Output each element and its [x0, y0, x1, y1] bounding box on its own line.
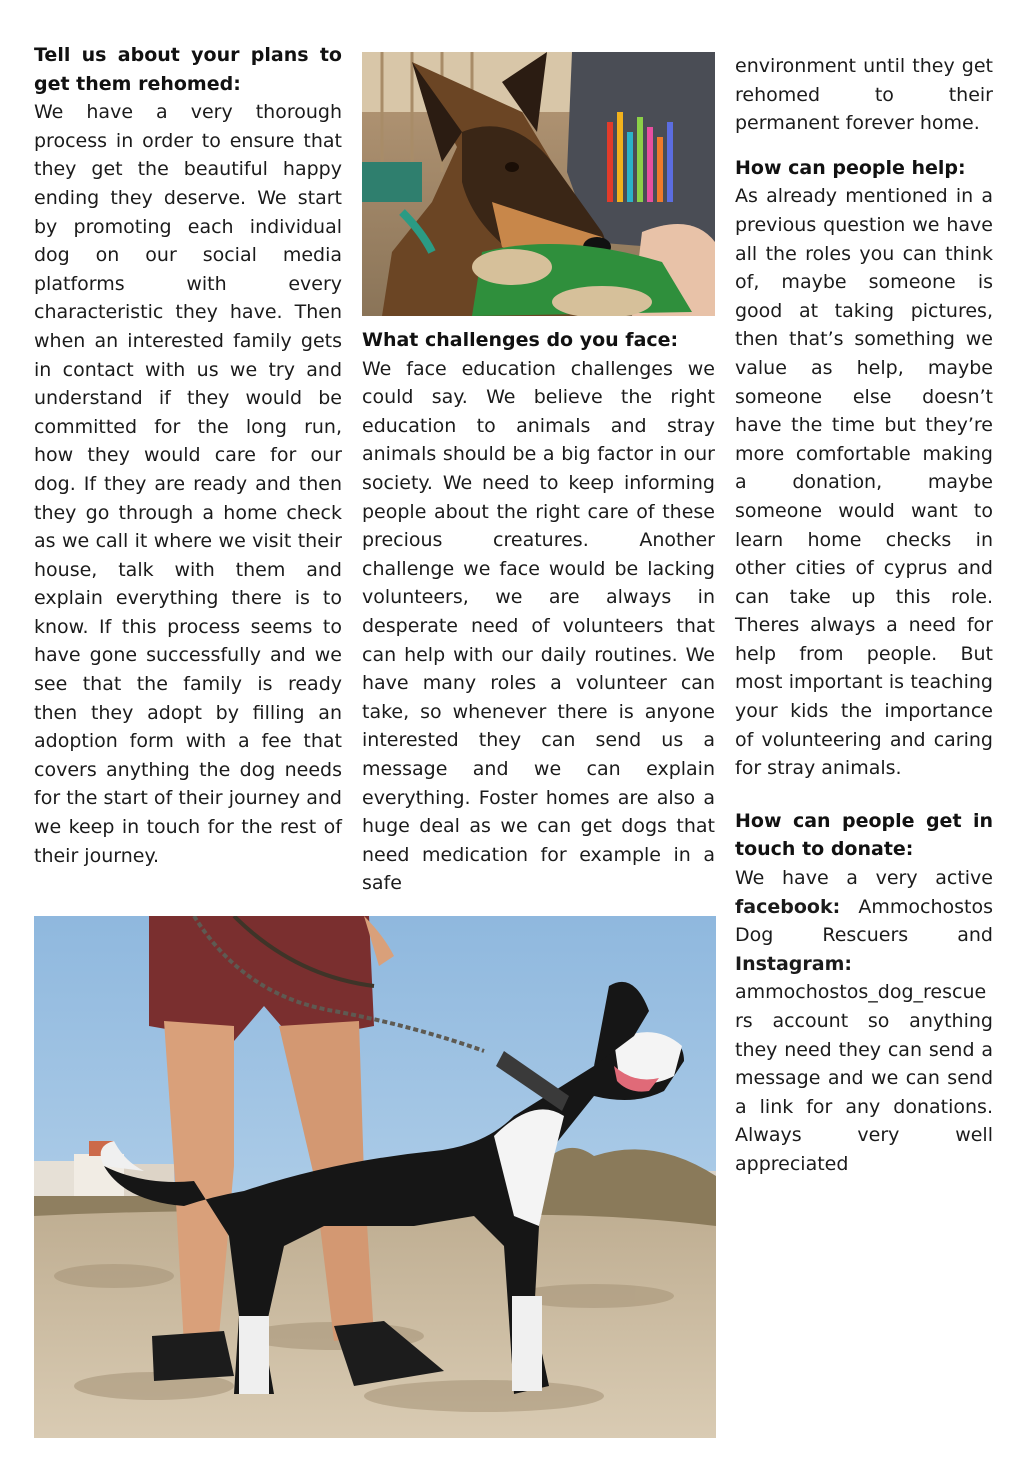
- challenges-body: We face education challenges we could say. We believe the right education to animals and stray animals should be a big factor in our society. We need to keep informing people about the right care of these precious creatures. Another challenge we face would be lacking volunteers, we are always in desperate need of volunteers that can help with our daily routines. We have many roles a volunteer can take, so whenever there is anyone interested they can send us a message and we can explain everything. Foster homes are also a huge deal as we can get dogs that need medication for example in a safe: [362, 357, 715, 895]
- continuation-text: environment until they get rehomed to their permanent forever home.: [735, 55, 993, 135]
- column-challenges: [362, 326, 715, 898]
- instagram-text: account so anything they need they can send a message and we can send a link for any donations. Always very well appreciated: [735, 1010, 993, 1175]
- challenges-heading: What challenges do you face:: [362, 329, 679, 351]
- black-white-dog-photo: [34, 916, 716, 1438]
- donate-intro: We have a very active: [735, 867, 993, 890]
- help-heading: How can people help:: [735, 156, 966, 179]
- rehoming-heading: Tell us about your plans to get them rehomed:: [34, 44, 342, 95]
- help-body: As already mentioned in a previous question we have all the roles you can think of, maybe someone is good at taking pictures, then that’s something we value as help, maybe someone else doesn’t have the time but they’re more comfortable making a donation, maybe someone would want to learn home checks in other cities of cyprus and can take up this role. Theres always a need for help from people. But most important is teaching your kids the importance of volunteering and caring for stray animals.: [735, 185, 993, 780]
- rehoming-body: We have a very thorough process in order to ensure that they get the beautiful happy ending they deserve. We start by promoting each individual dog on our social media platforms with every characteristic they have. Then when an interested family gets in contact with us we try and understand if they would be committed for the long run, how they would care for our dog. If they are ready and then they go through a home check as we call it where we visit their house, talk with them and explain everything there is to know. If this process seems to have gone successfully and we see that the family is ready then they adopt by filling an adoption form with a fee that covers anything the dog needs for the start of their journey and we keep in touch for the rest of their journey.: [34, 101, 342, 867]
- column-rehoming: [34, 41, 342, 870]
- column-help: [735, 52, 993, 1179]
- donate-body: [735, 864, 993, 1179]
- shepherd-dog-photo: [362, 52, 715, 316]
- facebook-label: facebook:: [735, 895, 841, 918]
- facebook-text: Ammochostos Dog Rescuers and: [735, 895, 993, 947]
- instagram-label: Instagram:: [735, 952, 852, 975]
- donate-heading: How can people get in touch to donate:: [735, 809, 993, 861]
- instagram-handle: ammochostos_dog_rescuers: [735, 981, 987, 1032]
